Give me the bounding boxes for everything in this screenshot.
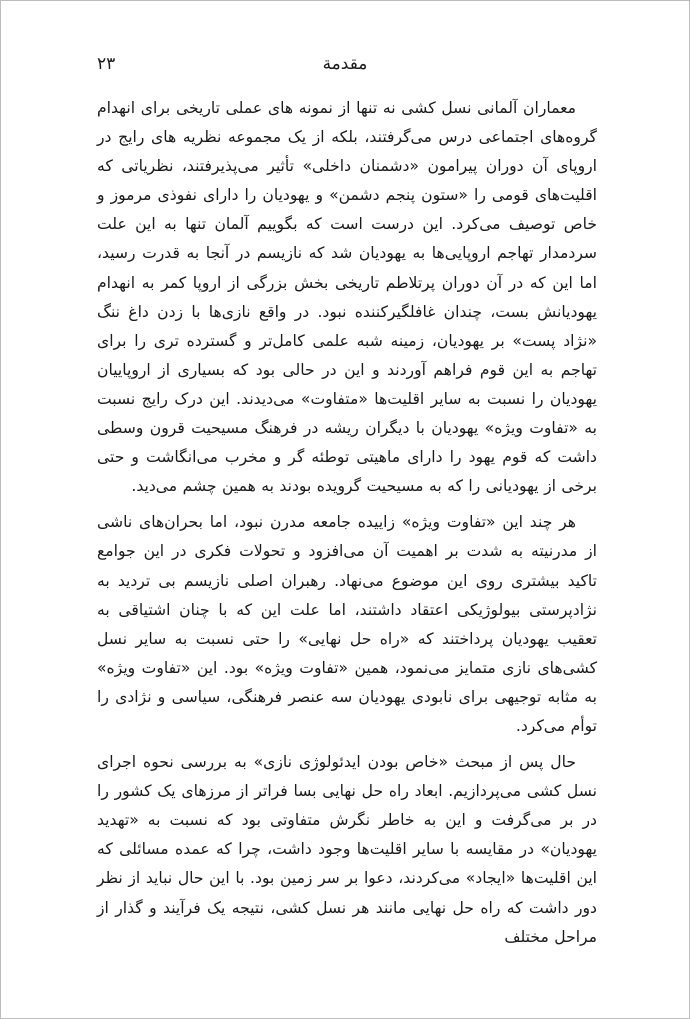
paragraph-2: هر چند این «تفاوت ویژه» زاییده جامعه مدرن نبود، اما بحران‌های ناشی از مدرنیته به شدت بر اهمیت آن می‌افزود و تحولات فکری در این جوامع تاکید بیشتری روی این موضوع می‌نهاد. رهبران اصلی نازیسم بی تردید به نژادپرستی بیولوژیکی اعتقاد داشتند، اما علت این که با چنان اشتیاقی به تعقیب یهودیان پرداختند که «راه حل نهایی» را حتی نسبت به سایر نسل کشی‌های نازی متمایز می‌نمود، همین «تفاوت ویژه» بود. این «تفاوت ویژه» به مثابه توجیهی برای نابودی یهودیان سه عنصر فرهنگی، سیاسی و نژادی را توأم می‌کرد. <box>97 513 597 735</box>
chapter-title: مقدمة <box>322 54 368 74</box>
running-header <box>97 51 593 77</box>
page-number: ۲۳ <box>97 54 116 74</box>
paragraph-3: حال پس از مبحث «خاص بودن ایدئولوژی نازی» به بررسی نحوه اجرای نسل کشی می‌پردازیم. ابعاد راه حل نهایی بسا فراتر از مرزهای یک کشور را در بر می‌گرفت و این به خاطر نگرش متفاوتی بود که نسبت به «تهدید یهودیان» در مقایسه با سایر اقلیت‌ها وجود داشت، چرا که عمده مسائلی که این اقلیت‌ها «ایجاد» می‌کردند، دعوا بر سر زمین بود. با این حال نباید از نظر دور داشت که راه حل نهایی مانند هر نسل کشی، نتیجه یک فرآیند و گذار از مراحل مختلف <box>97 753 597 946</box>
body-text <box>97 94 597 959</box>
paragraph-1: معماران آلمانی نسل کشی نه تنها از نمونه های عملی تاریخی برای انهدام گروه‌های اجتماعی درس می‌گرفتند، بلکه از یک مجموعه نظریه های رایج در اروپای آن دوران پیرامون «دشمنان داخلی» تأثیر می‌پذیرفتند، نظریاتی که اقلیت‌های قومی را «ستون پنجم دشمن» و یهودیان را دارای نفوذی مرموز و خاص توصیف می‌کرد. این درست است که بگوییم آلمان تنها به این علت سردمدار تهاجم اروپایی‌ها به یهودیان شد که نازیسم در آنجا به قدرت رسید، اما این که در آن دوران پرتلاطم تاریخی بخش بزرگی از اروپا کمر به انهدام یهودیانش بست، چندان غافلگیرکننده نبود. در واقع نازی‌ها با زدن داغ ننگ «نژاد پست» بر یهودیان، زمینه شبه علمی کامل‌تر و گسترده تری را برای تهاجم به این قوم فراهم آوردند و این در حالی بود که بسیاری از اروپاییان یهودیان را نسبت به سایر اقلیت‌ها «متفاوت» می‌دیدند. این درک رایج نسبت به «تفاوت ویژه» یهودیان با دیگران ریشه در فرهنگ مسیحیت قرون وسطی داشت که قوم یهود را دارای ماهیتی توطئه گر و مخرب می‌انگاشت و حتی برخی از یهودیانی را که به مسیحیت گرویده بودند به همین چشم می‌دید. <box>97 99 597 496</box>
